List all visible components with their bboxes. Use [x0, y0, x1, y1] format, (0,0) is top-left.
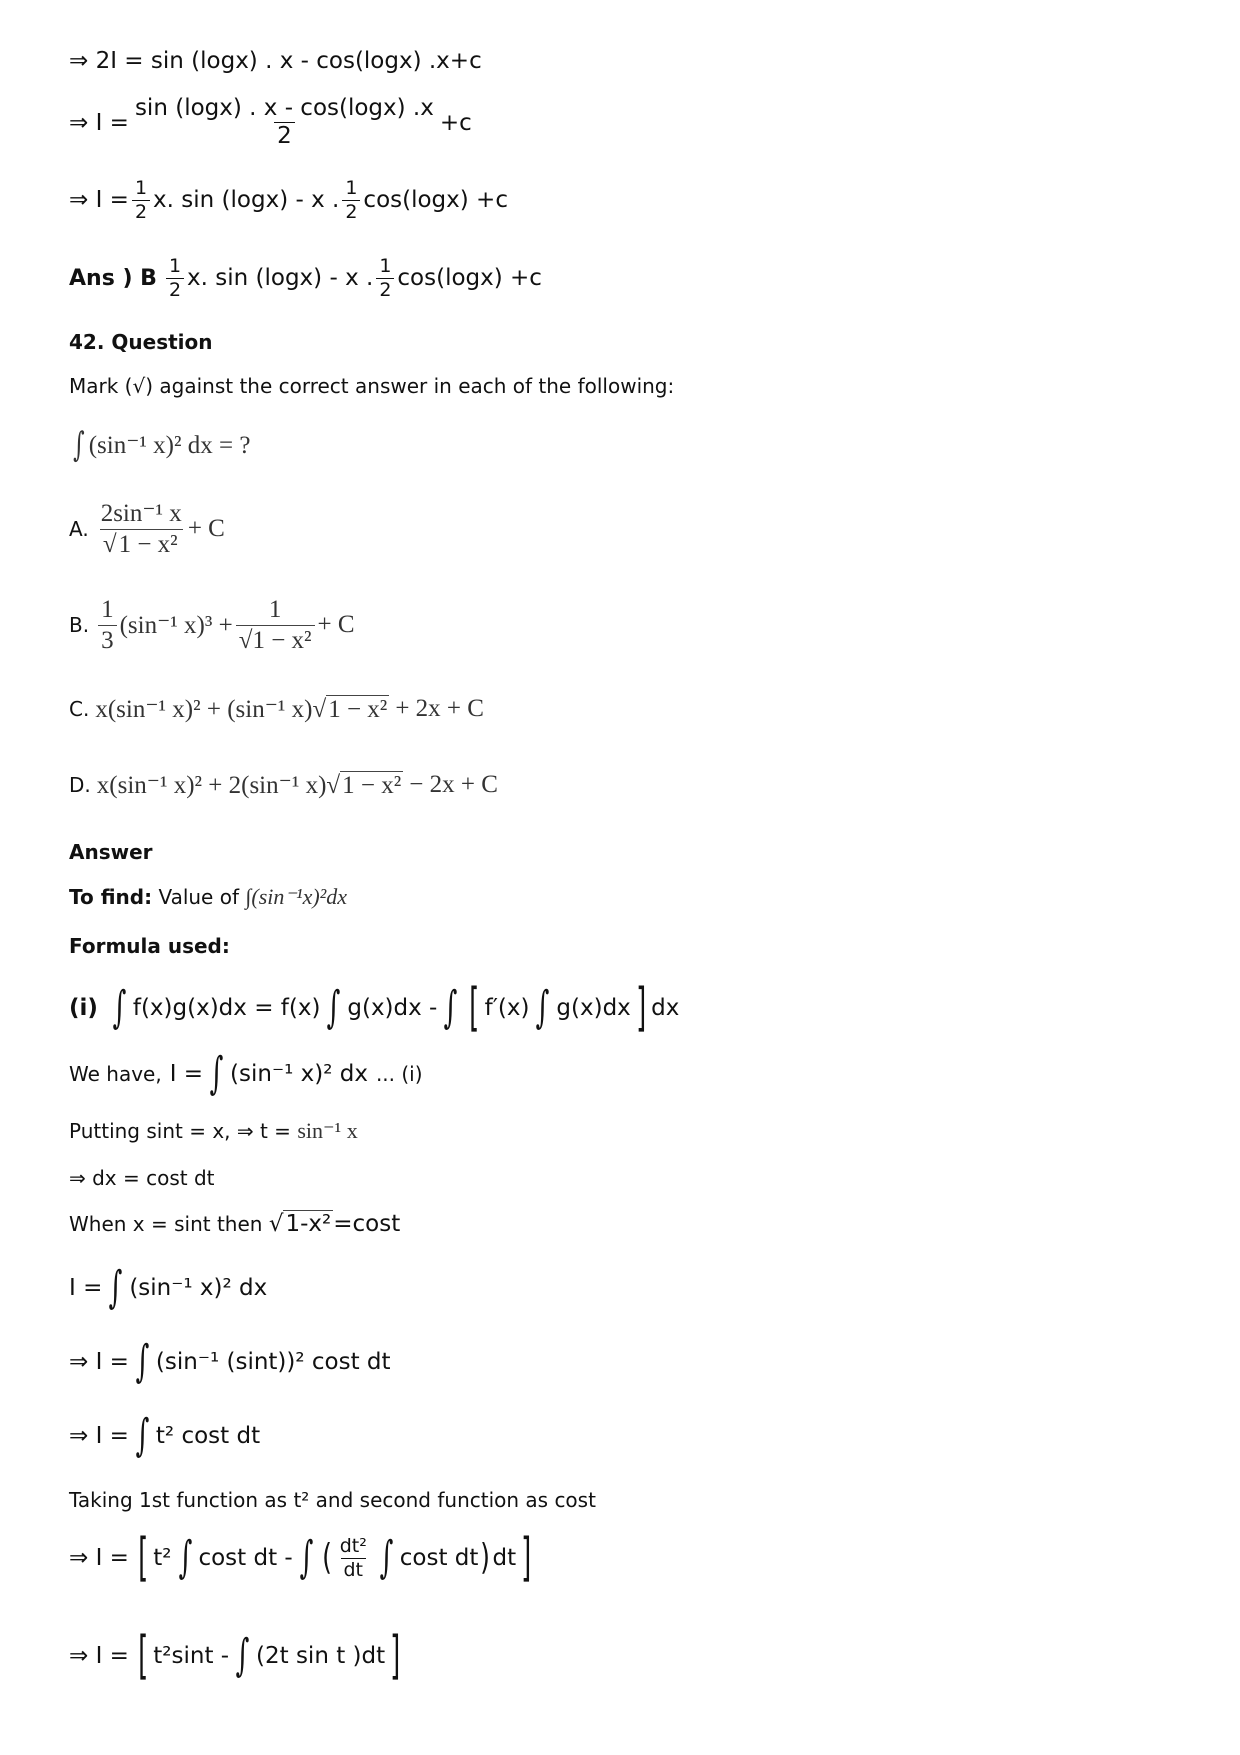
- sqrt: √ 1-x²: [268, 1211, 332, 1237]
- integral-sign: ∫: [379, 1532, 394, 1583]
- bracket-close: ]: [635, 978, 647, 1038]
- step-I: I = ∫ (sin⁻¹ x)² dx: [69, 1262, 268, 1313]
- fraction-third: $\frac{1}{3}$: [98, 596, 117, 654]
- option-a: A. 2sin⁻¹ x √ 1 − x² + C: [69, 500, 225, 558]
- fraction: $\frac{\text{dt²}}{dt}$: [339, 1534, 367, 1581]
- formula-i: (i) ∫ f(x)g(x)dx = f(x) ∫ g(x)dx - ∫ [ f′(x) ∫ g(x)dx ] dx: [69, 978, 680, 1038]
- bracket-open: [: [138, 1626, 149, 1686]
- fraction: 2sin⁻¹ x √ 1 − x²: [100, 500, 182, 558]
- fraction-half: $\frac{1}{2}$: [376, 256, 394, 301]
- integral-sign: ∫: [209, 1048, 224, 1099]
- step-I-fraction: ⇒ I = $\frac{\sin (\log x) . x - \cos(\log x) .x}{2}$ +c: [69, 95, 472, 150]
- option-b: B. $\frac{1}{3}$ (sin⁻¹ x)³ + $\frac{1}{\text{√1 − x²}}$ + C: [69, 596, 355, 654]
- bracket-open: [: [469, 978, 480, 1038]
- option-c: C. x(sin⁻¹ x)² + (sin⁻¹ x) √ 1 − x² + 2x + C: [69, 695, 484, 723]
- integral-sign: ∫: [536, 982, 550, 1033]
- fraction-half: $\frac{1}{2}$: [132, 178, 150, 223]
- step-2I: ⇒ 2I = sin (logx) . x - cos(logx) .x+c: [69, 48, 482, 74]
- to-find: To find: Value of ∫(sin⁻¹x)²dx: [69, 884, 348, 909]
- bracket-close: ]: [390, 1626, 401, 1686]
- integral-sign: ∫: [73, 425, 85, 465]
- fraction-half: $\frac{1}{2}$: [342, 178, 360, 223]
- step-t-squared: ⇒ I = ∫ t² cost dt: [69, 1410, 261, 1461]
- step-by-parts: ⇒ I = [ t² ∫ cost dt - ∫ ( $\frac{\text{dt²}}{dt}$ ∫ cost dt ) dt ]: [69, 1528, 532, 1588]
- we-have-line: We have, I = ∫ (sin⁻¹ x)² dx ... (i): [69, 1048, 423, 1099]
- question-heading: 42. Question: [69, 330, 213, 354]
- substitution-line: Putting sint = x, ⇒ t = sin⁻¹ x: [69, 1118, 358, 1143]
- step-substituted: ⇒ I = ∫ (sin⁻¹ (sint))² cost dt: [69, 1336, 391, 1387]
- dx-line: ⇒ dx = cost dt: [69, 1166, 215, 1190]
- bracket-close: ]: [521, 1528, 532, 1588]
- answer-line: Ans ) B $\frac{1}{2}$ x. sin (logx) - x . $\frac{1}{2}$ cos(logx) +c: [69, 255, 542, 301]
- when-line: When x = sint then √ 1-x² =cost: [69, 1210, 401, 1237]
- integral-sign: ∫: [108, 1262, 123, 1313]
- fraction-half: $\frac{1}{2}$: [166, 256, 184, 301]
- fraction: $\frac{1}{\text{√1 − x²}}$: [236, 596, 315, 654]
- sqrt: √ 1 − x²: [312, 695, 388, 723]
- sqrt: √ 1 − x²: [326, 771, 402, 799]
- integral-sign: ∫: [178, 1532, 192, 1583]
- bracket-open: [: [138, 1528, 149, 1588]
- integral-sign: ∫: [235, 1630, 250, 1681]
- sqrt: √ 1 − x²: [100, 529, 183, 559]
- option-d: D. x(sin⁻¹ x)² + 2(sin⁻¹ x) √ 1 − x² − 2x + C: [69, 771, 498, 799]
- answer-heading: Answer: [69, 840, 153, 864]
- integral-sign: ∫: [327, 982, 341, 1033]
- integral-sign: ∫: [135, 1336, 150, 1387]
- question-integral: ∫ (sin⁻¹ x)² dx = ?: [73, 425, 251, 465]
- integral-sign: ∫: [135, 1410, 150, 1461]
- integral-sign: ∫: [299, 1532, 314, 1583]
- question-instruction: Mark (√) against the correct answer in each of the following:: [69, 374, 675, 398]
- step-I-split: ⇒ I = $\frac{1}{2}$ x. sin (logx) - x . $\frac{1}{2}$ cos(logx) +c: [69, 177, 508, 223]
- formula-used-label: Formula used:: [69, 934, 230, 958]
- integral-sign: ∫: [443, 982, 458, 1033]
- integral-sign: ∫: [112, 982, 127, 1033]
- fraction: $\frac{\sin (\log x) . x - \cos(\log x) .x}{2}$: [134, 95, 434, 150]
- taking-line: Taking 1st function as t² and second function as cost: [69, 1488, 596, 1512]
- step-result: ⇒ I = [ t²sint - ∫ (2t sin t )dt ]: [69, 1626, 401, 1686]
